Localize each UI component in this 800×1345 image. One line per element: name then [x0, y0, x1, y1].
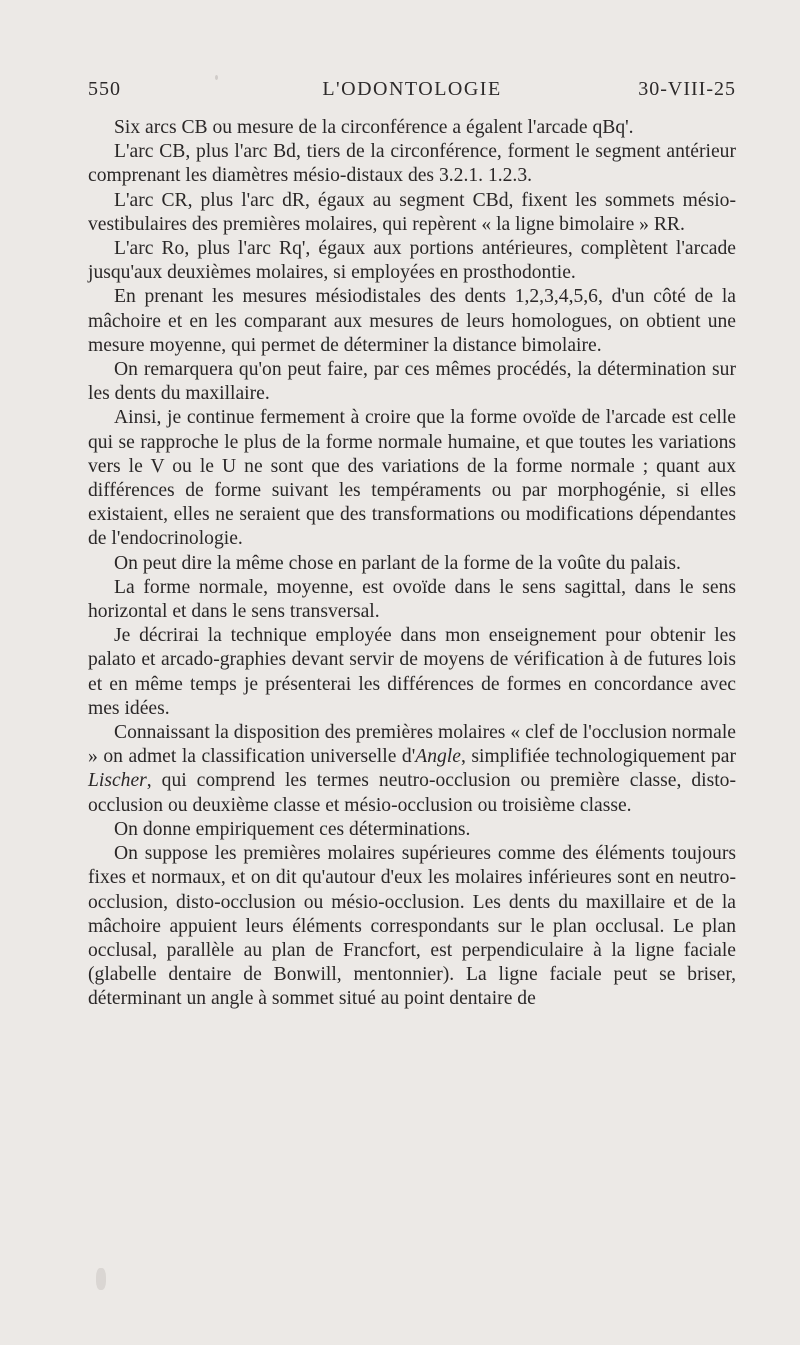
paragraph-text: Connaissant la disposition des premières molaires « clef de l'occlusion normale » on admet la classification universelle d' [88, 722, 736, 768]
issue-date: 30-VIII-25 [638, 78, 736, 100]
paragraph: En prenant les mesures mésiodistales des dents 1,2,3,4,5,6, d'un côté de la mâchoire et en les comparant aux mesures de leurs homologues, on obtient une mesure moyenne, qui permet de déterminer la distance bimolaire. [88, 286, 736, 356]
paragraph-classification [88, 721, 736, 818]
paragraph: On peut dire la même chose en parlant de la forme de la voûte du palais. [114, 552, 681, 574]
paragraph: L'arc CB, plus l'arc Bd, tiers de la circonférence, forment le segment antérieur comprenant les diamètres mésio-distaux des 3.2.1. 1.2.3. [88, 141, 736, 187]
paragraph: On suppose les premières molaires supérieures comme des éléments toujours fixes et normaux, et on dit qu'autour d'eux les molaires inférieures sont en neutro-occlusion, disto-occlusion ou mésio-occlusion. Les dents du maxillaire et de la mâchoire appuient leurs éléments correspondants sur le plan occlusal. Le plan occlusal, parallèle au plan de Francfort, est perpendiculaire à la ligne faciale (glabelle dentaire de Bonwill, mentonnier). La ligne faciale peut se briser, déterminant un angle à sommet situé au point dentaire de [88, 843, 736, 1010]
paragraph: Six arcs CB ou mesure de la circonférence a égalent l'arcade qBq'. [114, 117, 634, 138]
paragraph: L'arc Ro, plus l'arc Rq', égaux aux portions antérieures, complètent l'arcade jusqu'aux deuxièmes molaires, si employées en prosthodontie. [88, 238, 736, 284]
paragraph: Ainsi, je continue fermement à croire que la forme ovoïde de l'arcade est celle qui se rapproche le plus de la forme normale humaine, et que toutes les variations vers le V ou le U ne sont que des variations de la forme normale ; quant aux différences de forme suivant les tempéraments ou par morphogénie, si elles existaient, elles ne seraient que des transformations ou modifications dépendantes de l'endocrinologie. [88, 407, 736, 550]
paragraph-text: , simplifiée technologiquement par [460, 746, 736, 768]
paragraph: L'arc CR, plus l'arc dR, égaux au segment CBd, fixent les sommets mésio-vestibulaires des premières molaires, qui repèrent « la ligne bimolaire » RR. [88, 189, 736, 235]
paragraph: On donne empiriquement ces déterminations. [114, 818, 471, 840]
body-text [88, 116, 736, 1012]
journal-title: L'ODONTOLOGIE [322, 78, 502, 100]
author-name-lischer: Lischer [88, 770, 147, 792]
paragraph: Je décrirai la technique employée dans mon enseignement pour obtenir les palato et arcado-graphies devant servir de moyens de vérification à de futures lois et en même temps je présenterai les différences de formes en concordance avec mes idées. [88, 625, 736, 719]
paragraph-text: , qui comprend les termes neutro-occlusion ou première classe, disto-occlusion ou deuxième classe et mésio-occlusion ou troisième classe. [88, 770, 736, 816]
page-number: 550 [88, 78, 121, 100]
author-name-angle: Angle [415, 746, 461, 768]
paper-stain [96, 1268, 106, 1290]
paragraph: On remarquera qu'on peut faire, par ces mêmes procédés, la détermination sur les dents du maxillaire. [88, 359, 736, 405]
running-header [88, 78, 736, 108]
paragraph: La forme normale, moyenne, est ovoïde dans le sens sagittal, dans le sens horizontal et dans le sens transversal. [88, 576, 736, 623]
